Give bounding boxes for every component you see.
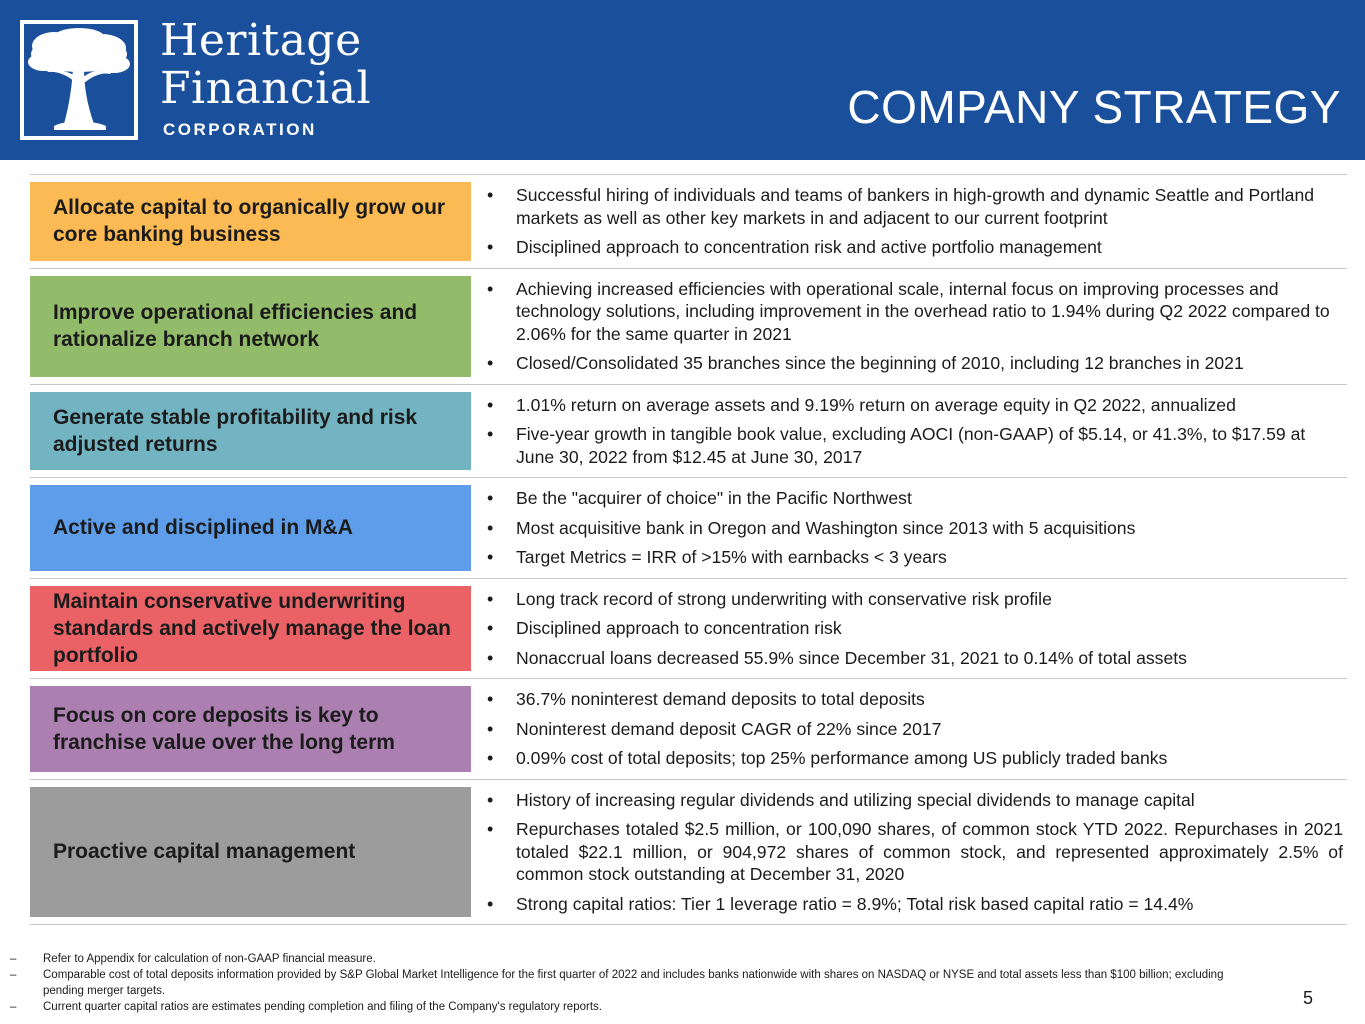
- bullet-item: • Five-year growth in tangible book value, excluding AOCI (non-GAAP) of $5.14, or 41.3%, to $17.59 at June 30, 2022 from $12.45 at June 30, 2017: [485, 423, 1343, 468]
- brand-name-line1: Heritage: [160, 15, 362, 66]
- strategy-table: [30, 174, 1347, 925]
- bullet-item: • Disciplined approach to concentration risk and active portfolio management: [485, 236, 1343, 259]
- bullet-item: • Long track record of strong underwriting with conservative risk profile: [485, 588, 1343, 611]
- strategy-label: Improve operational efficiencies and rationalize branch network: [30, 276, 471, 377]
- bullet-item: • Strong capital ratios: Tier 1 leverage ratio = 8.9%; Total risk based capital ratio = 14.4%: [485, 893, 1343, 916]
- strategy-row-maintain: [30, 579, 1347, 680]
- bullet-item: • Noninterest demand deposit CAGR of 22% since 2017: [485, 718, 1343, 741]
- footnote-item: – Refer to Appendix for calculation of non-GAAP financial measure.: [10, 951, 1240, 967]
- bullet-item: • Target Metrics = IRR of >15% with earnbacks < 3 years: [485, 546, 1343, 569]
- brand-name-line2: Financial: [160, 63, 372, 114]
- bullet-item: • Be the "acquirer of choice" in the Pacific Northwest: [485, 487, 1343, 510]
- bullet-item: • Achieving increased efficiencies with operational scale, internal focus on improving processes and technology solutions, including improvement in the overhead ratio to 1.94% during Q2 2022 compared to 2.06% for the same quarter in 2021: [485, 278, 1343, 346]
- tree-logo-graphic: [24, 24, 134, 136]
- strategy-label: Allocate capital to organically grow our core banking business: [30, 182, 471, 261]
- strategy-row-allocate: [30, 175, 1347, 269]
- strategy-bullets: [471, 392, 1347, 471]
- strategy-row-generate: [30, 385, 1347, 479]
- bullet-item: • Repurchases totaled $2.5 million, or 100,090 shares, of common stock YTD 2022. Repurchases in 2021 totaled $22.1 million, or 904,972 shares of common stock, and represented approximately 2.5% of common stock outstanding at December 31, 2020: [485, 818, 1343, 886]
- strategy-row-focus: [30, 679, 1347, 780]
- header-banner: [0, 0, 1365, 160]
- page-number: 5: [1302, 988, 1313, 1008]
- strategy-label: Maintain conservative underwriting standards and actively manage the loan portfolio: [30, 586, 471, 672]
- bullet-item: • 36.7% noninterest demand deposits to total deposits: [485, 688, 1343, 711]
- strategy-label: Proactive capital management: [30, 787, 471, 918]
- bullet-item: • 1.01% return on average assets and 9.19% return on average equity in Q2 2022, annualized: [485, 394, 1343, 417]
- strategy-row-proactive: [30, 780, 1347, 926]
- tree-icon: [20, 20, 138, 140]
- footnotes: [10, 951, 1240, 1015]
- bullet-item: • 0.09% cost of total deposits; top 25% performance among US publicly traded banks: [485, 747, 1343, 770]
- strategy-bullets: [471, 485, 1347, 571]
- bullet-item: • History of increasing regular dividends and utilizing special dividends to manage capital: [485, 789, 1343, 812]
- strategy-label: Generate stable profitability and risk adjusted returns: [30, 392, 471, 471]
- strategy-row-improve: [30, 269, 1347, 385]
- footnote-item: – Comparable cost of total deposits information provided by S&P Global Market Intelligence for the first quarter of 2022 and includes banks nationwide with shares on NASDAQ or NYSE and total assets less than $100 billion; excluding pending merger targets.: [10, 967, 1240, 999]
- strategy-row-active: [30, 478, 1347, 579]
- strategy-bullets: [471, 276, 1347, 377]
- strategy-bullets: [471, 182, 1347, 261]
- bullet-item: • Closed/Consolidated 35 branches since the beginning of 2010, including 12 branches in 2021: [485, 352, 1343, 375]
- strategy-label: Active and disciplined in M&A: [30, 485, 471, 571]
- footnote-item: – Current quarter capital ratios are estimates pending completion and filing of the Company's regulatory reports.: [10, 999, 1240, 1015]
- strategy-bullets: [471, 586, 1347, 672]
- bullet-item: • Nonaccrual loans decreased 55.9% since December 31, 2021 to 0.14% of total assets: [485, 647, 1343, 670]
- bullet-item: • Disciplined approach to concentration risk: [485, 617, 1343, 640]
- strategy-label: Focus on core deposits is key to franchise value over the long term: [30, 686, 471, 772]
- page-title: COMPANY STRATEGY: [847, 81, 1341, 133]
- bullet-item: • Successful hiring of individuals and teams of bankers in high-growth and dynamic Seattle and Portland markets as well as other key markets in and adjacent to our current footprint: [485, 184, 1343, 229]
- strategy-bullets: [471, 686, 1347, 772]
- brand-subtitle: CORPORATION: [163, 120, 317, 139]
- bullet-item: • Most acquisitive bank in Oregon and Washington since 2013 with 5 acquisitions: [485, 517, 1343, 540]
- strategy-bullets: [471, 787, 1347, 918]
